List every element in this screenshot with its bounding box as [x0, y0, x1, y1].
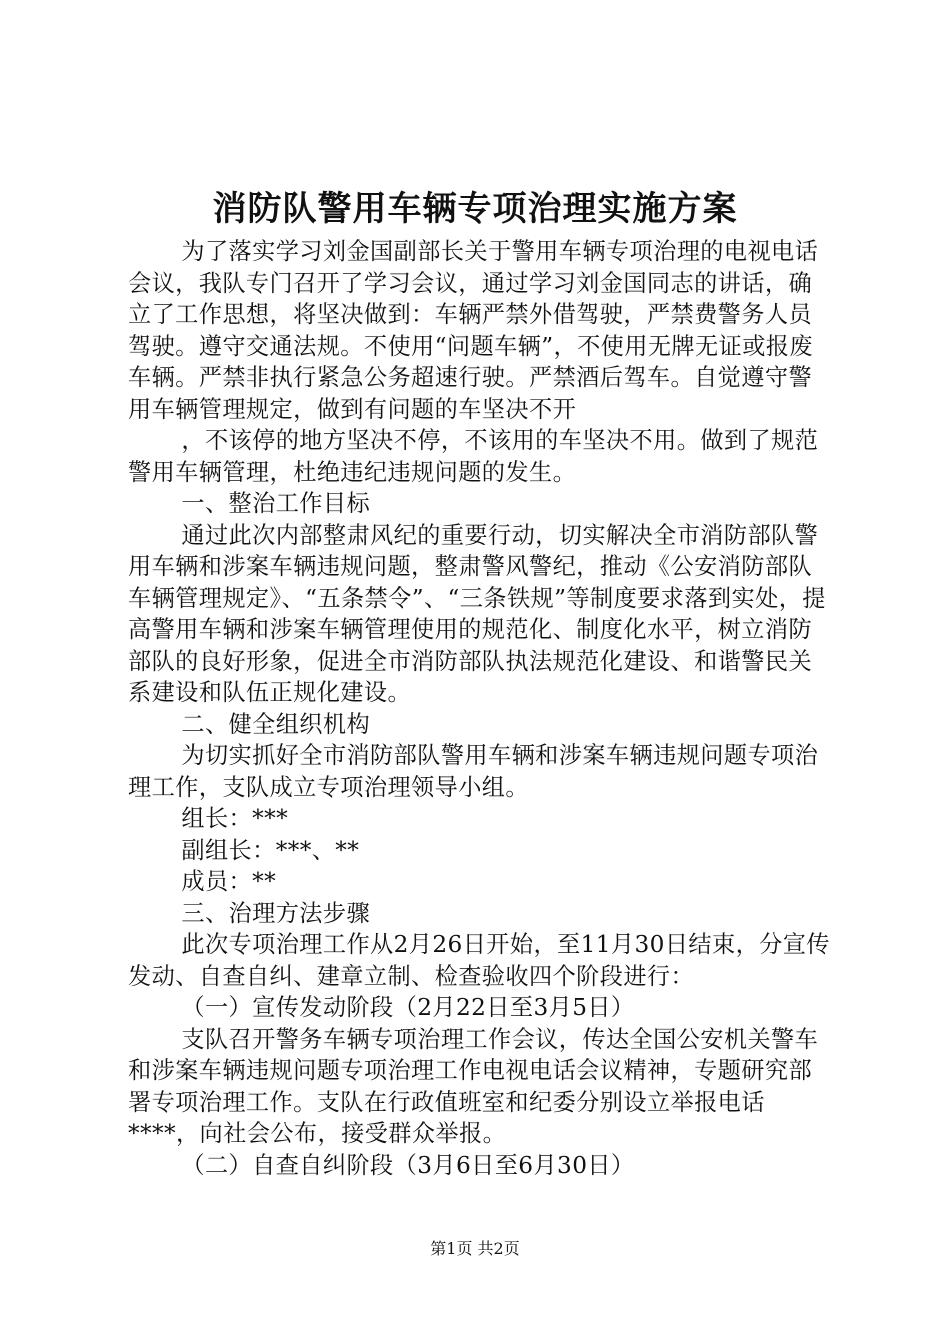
section-heading: 三、治理方法步骤	[181, 899, 371, 927]
paragraph: 为切实抓好全市消防部队警用车辆和涉案车辆违规问题专项治理工作，支队成立专项治理领导小组。	[128, 742, 819, 801]
page-footer: 第1页 共2页	[430, 1239, 520, 1258]
paragraph: 此次专项治理工作从2月26日开始，至11月30日结束，分宣传发动、自查自纠、建章立制、检查验收四个阶段进行：	[128, 931, 830, 990]
section-heading: 二、健全组织机构	[181, 710, 371, 738]
paragraph: 通过此次内部整肃风纪的重要行动，切实解决全市消防部队警用车辆和涉案车辆违规问题，整肃警风警纪，推动《公安消防部队车辆管理规定》、“五条禁令”、“三条铁规”等制度要求落到实处，提高警用车辆和涉案车辆管理使用的规范化、制度化水平，树立消防部队的良好形象，促进全市消防部队执法规范化建设、和谐警民关系建设和队伍正规化建设。	[128, 521, 826, 706]
member-line: 组长：***	[181, 805, 289, 832]
phase-heading: （一）宣传发动阶段（2月22日至3月5日）	[181, 994, 635, 1021]
paragraph: 支队召开警务车辆专项治理工作会议，传达全国公安机关警车和涉案车辆违规问题专项治理工作电视电话会议精神，专题研究部署专项治理工作。支队在行政值班室和纪委分别设立举报电话****，向社会公布，接受群众举报。	[128, 1025, 819, 1147]
paragraph: 为了落实学习刘金国副部长关于警用车辆专项治理的电视电话会议，我队专门召开了学习会议，通过学习刘金国同志的讲话，确立了工作思想，将坚决做到：车辆严禁外借驾驶，严禁费警务人员驾驶。遵守交通法规。不使用“问题车辆”，不使用无牌无证或报废车辆。严禁非执行紧急公务超速行驶。严禁酒后驾车。自觉遵守警用车辆管理规定，做到有问题的车坚决不开	[128, 238, 819, 423]
section-heading: 一、整治工作目标	[181, 490, 371, 517]
member-line: 副组长：***、**	[181, 836, 360, 864]
paragraph: ，不该停的地方坚决不停，不该用的车坚决不用。做到了规范警用车辆管理，杜绝违纪违规问题的发生。	[128, 427, 819, 486]
member-line: 成员：**	[181, 868, 277, 895]
document-title: 消防队警用车辆专项治理实施方案	[212, 189, 738, 229]
phase-heading: （二）自查自纠阶段（3月6日至6月30日）	[181, 1151, 635, 1179]
document-body	[128, 236, 830, 1181]
